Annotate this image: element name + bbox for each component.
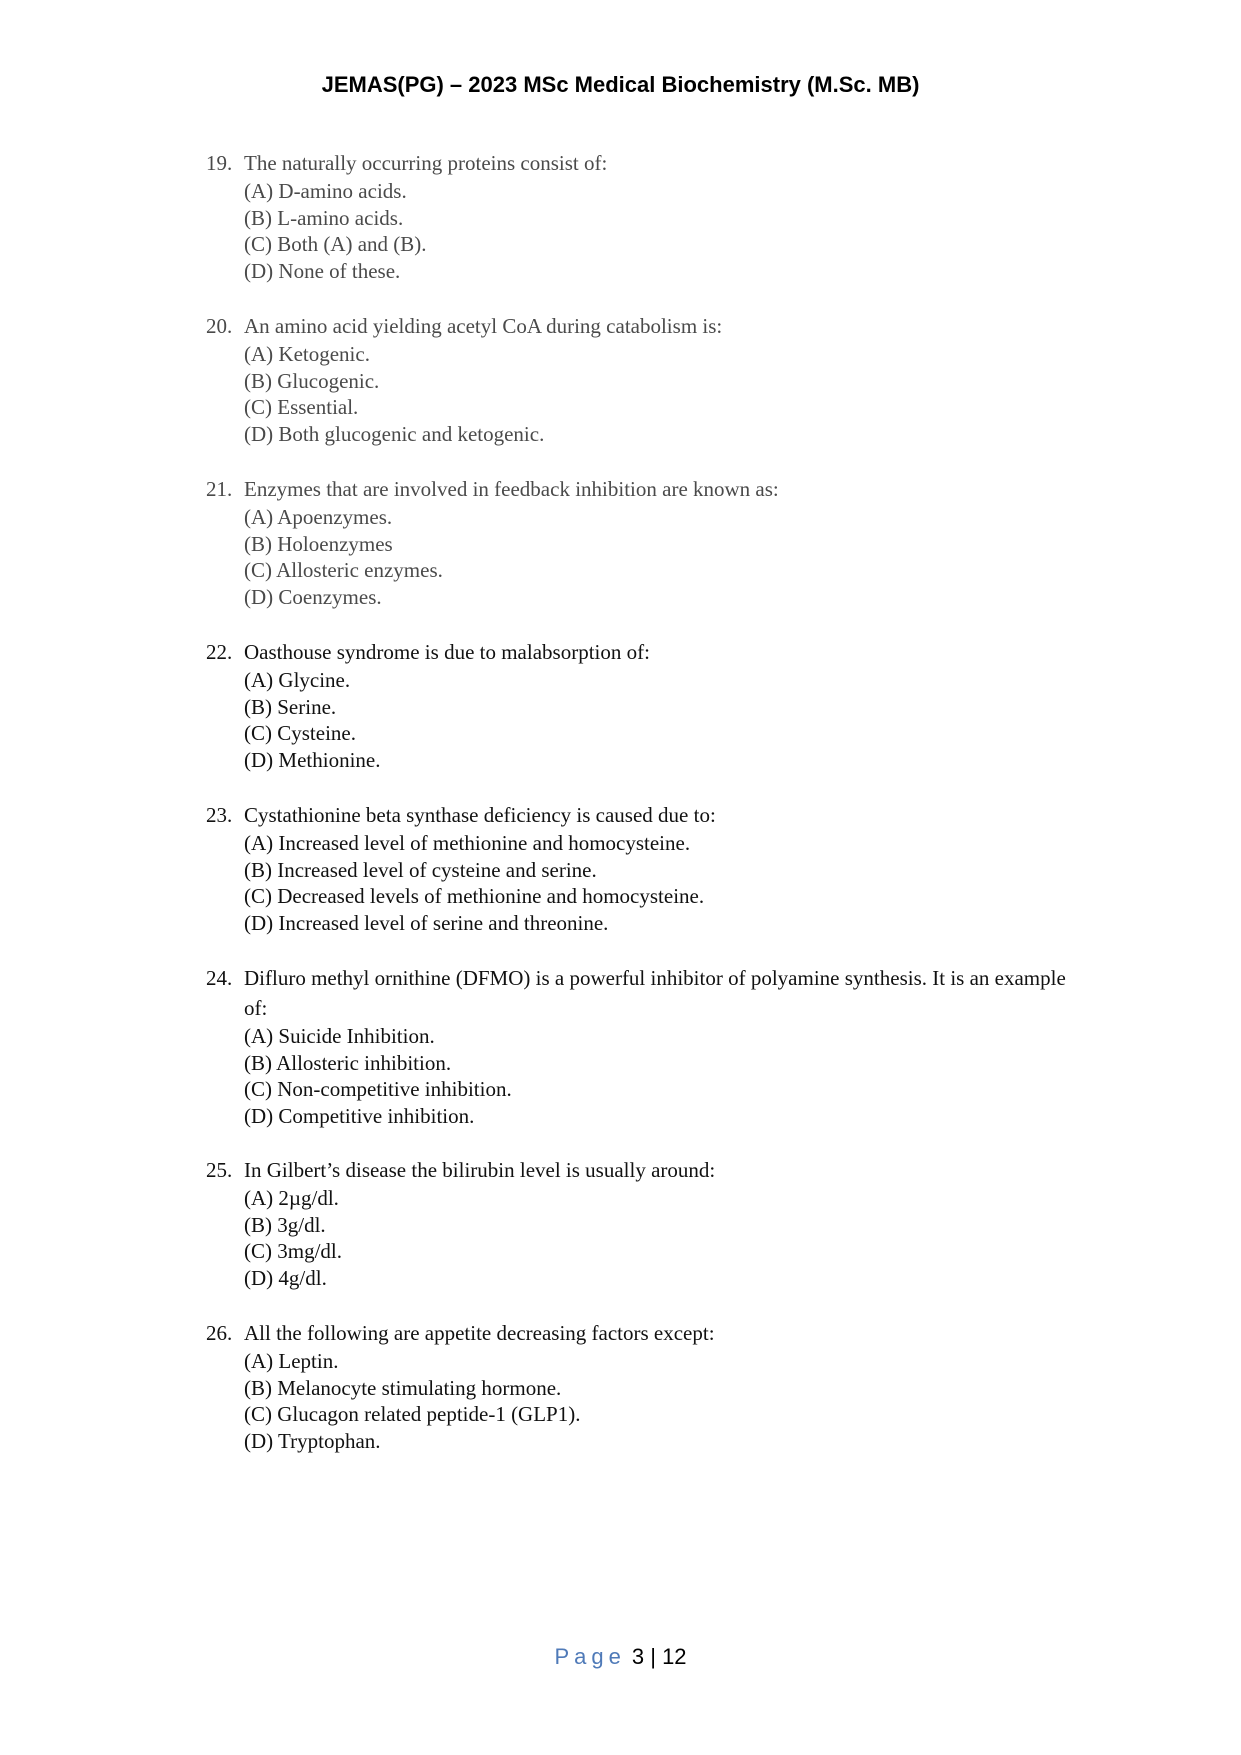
question-text: Difluro methyl ornithine (DFMO) is a powerful inhibitor of polyamine synthesis. It is an example of: (244, 966, 1066, 1020)
question-23 (206, 802, 1074, 936)
options-list (206, 830, 1074, 936)
option-c: (C) Decreased levels of methionine and homocysteine. (244, 884, 705, 908)
option-c: (C) Glucagon related peptide-1 (GLP1). (244, 1402, 581, 1426)
option-c: (C) Cysteine. (244, 721, 356, 745)
question-text: An amino acid yielding acetyl CoA during catabolism is: (244, 314, 723, 338)
option-b: (B) L-amino acids. (244, 205, 404, 230)
page-footer (0, 1644, 1241, 1670)
option-a: (A) D-amino acids. (244, 179, 407, 203)
option-a: (A) Leptin. (244, 1349, 339, 1373)
question-26 (206, 1320, 1074, 1454)
options-list (206, 1023, 1074, 1129)
option-b: (B) Serine. (244, 694, 337, 719)
question-25 (206, 1157, 1074, 1291)
option-b: (B) 3g/dl. (244, 1212, 326, 1237)
page-separator: | (650, 1644, 656, 1669)
question-text: All the following are appetite decreasing factors except: (244, 1321, 715, 1345)
option-d: (D) Methionine. (244, 747, 381, 772)
options-list (206, 1185, 1074, 1291)
option-d: (D) Tryptophan. (244, 1428, 381, 1453)
option-d: (D) Both glucogenic and ketogenic. (244, 421, 545, 446)
option-d: (D) Competitive inhibition. (244, 1103, 475, 1128)
question-number: 20. (206, 314, 233, 338)
page-header: JEMAS(PG) – 2023 MSc Medical Biochemistry (M.Sc. MB) (321, 72, 920, 97)
option-b: (B) Holoenzymes (244, 531, 393, 556)
options-list (206, 1348, 1074, 1454)
options-list (206, 504, 1074, 610)
option-c: (C) 3mg/dl. (244, 1239, 342, 1263)
option-d: (D) None of these. (244, 258, 401, 283)
option-c: (C) Both (A) and (B). (244, 232, 427, 256)
question-19 (206, 150, 1074, 284)
option-d: (D) 4g/dl. (244, 1265, 327, 1290)
question-21 (206, 476, 1074, 610)
page-label: Page (554, 1644, 626, 1669)
question-number: 24. (206, 966, 233, 990)
question-number: 25. (206, 1158, 233, 1182)
option-b: (B) Increased level of cysteine and serine. (244, 857, 597, 882)
question-text: The naturally occurring proteins consist of: (244, 151, 608, 175)
option-c: (C) Non-competitive inhibition. (244, 1077, 512, 1101)
question-number: 21. (206, 477, 233, 501)
question-22 (206, 639, 1074, 773)
question-number: 19. (206, 151, 233, 175)
option-a: (A) Ketogenic. (244, 342, 370, 366)
page-total: 12 (662, 1644, 687, 1669)
options-list (206, 178, 1074, 284)
option-c: (C) Allosteric enzymes. (244, 558, 443, 582)
option-b: (B) Glucogenic. (244, 368, 380, 393)
option-a: (A) Increased level of methionine and homocysteine. (244, 831, 691, 855)
option-b: (B) Melanocyte stimulating hormone. (244, 1375, 562, 1400)
question-number: 23. (206, 803, 233, 827)
option-d: (D) Coenzymes. (244, 584, 382, 609)
option-a: (A) 2µg/dl. (244, 1186, 339, 1210)
option-c: (C) Essential. (244, 395, 359, 419)
question-20 (206, 313, 1074, 447)
option-a: (A) Apoenzymes. (244, 505, 393, 529)
question-number: 22. (206, 640, 233, 664)
option-a: (A) Suicide Inhibition. (244, 1024, 435, 1048)
question-text: In Gilbert’s disease the bilirubin level is usually around: (244, 1158, 716, 1182)
option-d: (D) Increased level of serine and threonine. (244, 910, 609, 935)
option-b: (B) Allosteric inhibition. (244, 1050, 452, 1075)
page-current: 3 (631, 1644, 645, 1669)
options-list (206, 341, 1074, 447)
question-text: Oasthouse syndrome is due to malabsorption of: (244, 640, 650, 664)
question-24 (206, 965, 1074, 1129)
question-text: Cystathionine beta synthase deficiency is caused due to: (244, 803, 716, 827)
question-text: Enzymes that are involved in feedback inhibition are known as: (244, 477, 779, 501)
option-a: (A) Glycine. (244, 668, 351, 692)
question-number: 26. (206, 1321, 233, 1345)
options-list (206, 667, 1074, 773)
